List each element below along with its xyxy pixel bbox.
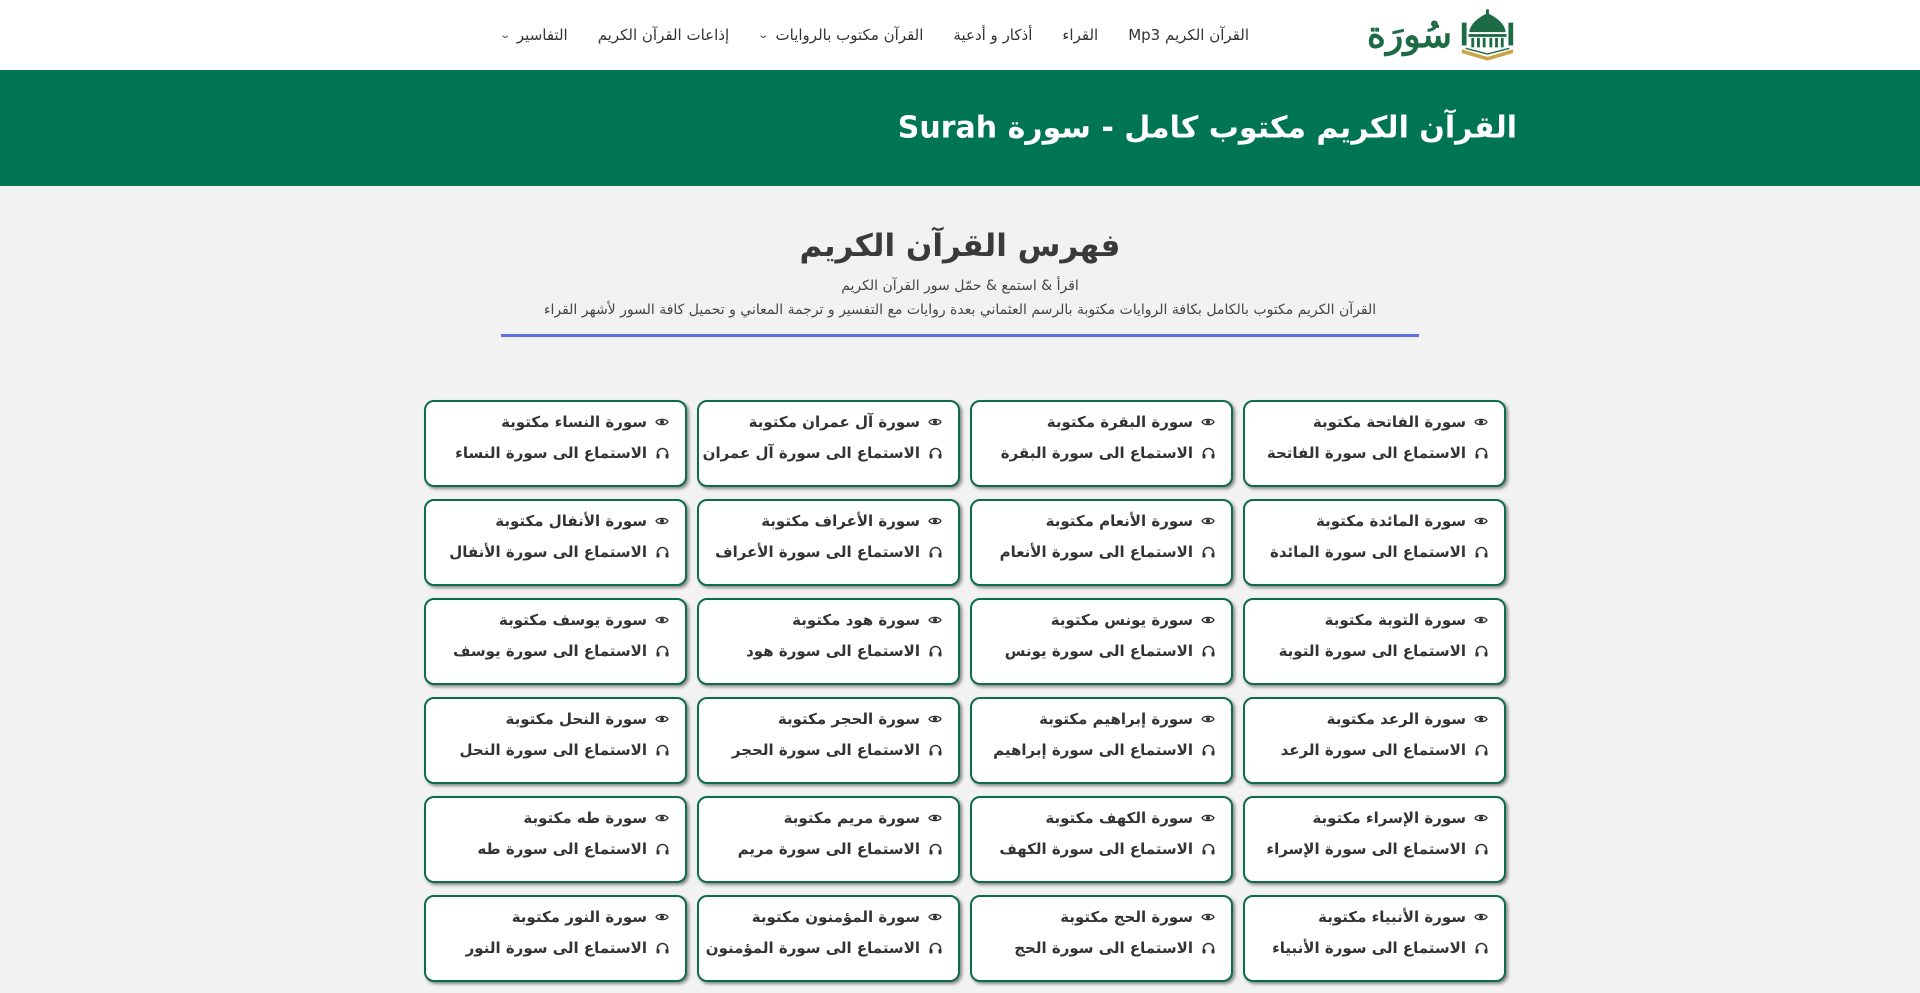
- listen-surah-label: الاستماع الى سورة الأنبياء: [1272, 939, 1466, 957]
- surah-card: [970, 598, 1233, 685]
- listen-surah-link[interactable]: [984, 741, 1215, 759]
- site-logo[interactable]: [1367, 2, 1517, 68]
- surah-card: [697, 499, 960, 586]
- headphones-icon: [928, 743, 942, 757]
- read-surah-link[interactable]: [438, 809, 669, 827]
- read-surah-label: سورة البقرة مكتوبة: [1046, 413, 1193, 431]
- headphones-icon: [655, 644, 669, 658]
- listen-surah-label: الاستماع الى سورة المؤمنون: [705, 939, 920, 957]
- eye-icon: [655, 712, 669, 726]
- listen-surah-label: الاستماع الى سورة طه: [477, 840, 647, 858]
- chevron-down-icon: ⌄: [757, 29, 770, 41]
- page-title: القرآن الكريم مكتوب كامل - سورة Surah: [897, 110, 1517, 146]
- eye-icon: [655, 514, 669, 528]
- eye-icon: [655, 415, 669, 429]
- listen-surah-label: الاستماع الى سورة النحل: [459, 741, 647, 759]
- surah-card: [424, 895, 687, 982]
- read-surah-link[interactable]: [1257, 611, 1488, 629]
- headphones-icon: [1474, 545, 1488, 559]
- logo-text: سُورَة: [1367, 14, 1453, 56]
- headphones-icon: [928, 842, 942, 856]
- surah-card: [1243, 895, 1506, 982]
- headphones-icon: [1201, 743, 1215, 757]
- headphones-icon: [1201, 842, 1215, 856]
- read-surah-label: سورة مريم مكتوبة: [783, 809, 920, 827]
- listen-surah-label: الاستماع الى سورة الأعراف: [715, 543, 920, 561]
- eye-icon: [1201, 712, 1215, 726]
- eye-icon: [655, 910, 669, 924]
- nav-item-label: إذاعات القرآن الكريم: [597, 26, 730, 44]
- divider: [501, 334, 1419, 337]
- headphones-icon: [928, 446, 942, 460]
- listen-surah-link[interactable]: [1257, 543, 1488, 561]
- read-surah-label: سورة الحجر مكتوبة: [777, 710, 920, 728]
- chevron-down-icon: ⌄: [498, 29, 511, 41]
- read-surah-label: سورة الكهف مكتوبة: [1045, 809, 1193, 827]
- listen-surah-link[interactable]: [438, 939, 669, 957]
- read-surah-link[interactable]: [984, 512, 1215, 530]
- listen-surah-link[interactable]: [702, 444, 942, 462]
- read-surah-link[interactable]: [438, 512, 669, 530]
- read-surah-label: سورة الحج مكتوبة: [1060, 908, 1193, 926]
- surah-card: [1243, 400, 1506, 487]
- read-surah-label: سورة طه مكتوبة: [523, 809, 647, 827]
- listen-surah-link[interactable]: [438, 642, 669, 660]
- listen-surah-link[interactable]: [711, 543, 942, 561]
- read-surah-link[interactable]: [711, 512, 942, 530]
- headphones-icon: [1474, 644, 1488, 658]
- surah-card: [1243, 796, 1506, 883]
- read-surah-label: سورة يوسف مكتوبة: [498, 611, 647, 629]
- read-surah-link[interactable]: [984, 413, 1215, 431]
- read-surah-label: سورة النساء مكتوبة: [501, 413, 647, 431]
- headphones-icon: [1474, 743, 1488, 757]
- read-surah-link[interactable]: [984, 809, 1215, 827]
- read-surah-link[interactable]: [711, 611, 942, 629]
- listen-surah-label: الاستماع الى سورة يونس: [1004, 642, 1193, 660]
- headphones-icon: [928, 644, 942, 658]
- eye-icon: [928, 712, 942, 726]
- read-surah-link[interactable]: [711, 413, 942, 431]
- navbar: [0, 0, 1920, 70]
- nav-item-label: القراء: [1062, 26, 1099, 44]
- headphones-icon: [1201, 644, 1215, 658]
- read-surah-label: سورة النور مكتوبة: [511, 908, 647, 926]
- read-surah-link[interactable]: [1257, 809, 1488, 827]
- headphones-icon: [655, 743, 669, 757]
- eye-icon: [1474, 712, 1488, 726]
- eye-icon: [1474, 514, 1488, 528]
- listen-surah-link[interactable]: [1257, 444, 1488, 462]
- surah-card: [424, 796, 687, 883]
- listen-surah-label: الاستماع الى سورة إبراهيم: [993, 741, 1193, 759]
- eye-icon: [1474, 811, 1488, 825]
- index-description: القرآن الكريم مكتوب بالكامل بكافة الروايات مكتوبة بالرسم العثماني بعدة روايات مع التفسير و ترجمة المعاني و تحميل كافة السور لأشهر القراء: [543, 302, 1377, 318]
- eye-icon: [1474, 910, 1488, 924]
- headphones-icon: [1201, 545, 1215, 559]
- headphones-icon: [1201, 446, 1215, 460]
- nav-item-quran-mp3[interactable]: [1128, 26, 1249, 44]
- listen-surah-link[interactable]: [705, 939, 942, 957]
- surah-card: [1243, 499, 1506, 586]
- listen-surah-label: الاستماع الى سورة النور: [465, 939, 647, 957]
- nav-item-label: أذكار و أدعية: [953, 26, 1033, 44]
- listen-surah-link[interactable]: [1257, 741, 1488, 759]
- headphones-icon: [655, 842, 669, 856]
- listen-surah-label: الاستماع الى سورة التوبة: [1278, 642, 1466, 660]
- eye-icon: [1201, 613, 1215, 627]
- listen-surah-label: الاستماع الى سورة مريم: [737, 840, 920, 858]
- headphones-icon: [655, 446, 669, 460]
- headphones-icon: [1474, 446, 1488, 460]
- listen-surah-label: الاستماع الى سورة المائدة: [1270, 543, 1466, 561]
- listen-surah-label: الاستماع الى سورة الكهف: [999, 840, 1193, 858]
- read-surah-label: سورة هود مكتوبة: [792, 611, 920, 629]
- read-surah-label: سورة الفاتحة مكتوبة: [1312, 413, 1466, 431]
- listen-surah-link[interactable]: [984, 840, 1215, 858]
- read-surah-link[interactable]: [1257, 413, 1488, 431]
- listen-surah-link[interactable]: [711, 741, 942, 759]
- read-surah-label: سورة النحل مكتوبة: [505, 710, 647, 728]
- listen-surah-link[interactable]: [711, 840, 942, 858]
- listen-surah-link[interactable]: [984, 444, 1215, 462]
- main-nav: [498, 26, 1250, 44]
- surah-card: [1243, 697, 1506, 784]
- headphones-icon: [1474, 842, 1488, 856]
- read-surah-label: سورة يونس مكتوبة: [1050, 611, 1193, 629]
- listen-surah-link[interactable]: [1257, 840, 1488, 858]
- read-surah-link[interactable]: [711, 809, 942, 827]
- read-surah-label: سورة الأنعام مكتوبة: [1045, 512, 1193, 530]
- surah-card: [424, 598, 687, 685]
- eye-icon: [1474, 415, 1488, 429]
- surah-card: [697, 697, 960, 784]
- navbar-inner: [498, 0, 1518, 70]
- surah-card: [424, 499, 687, 586]
- nav-item-radio[interactable]: [598, 26, 729, 44]
- headphones-icon: [928, 941, 942, 955]
- eye-icon: [655, 811, 669, 825]
- eye-icon: [928, 514, 942, 528]
- surah-card: [970, 796, 1233, 883]
- eye-icon: [1201, 811, 1215, 825]
- nav-item-label: القرآن الكريم Mp3: [1128, 26, 1249, 44]
- read-surah-link[interactable]: [438, 908, 669, 926]
- listen-surah-label: الاستماع الى سورة هود: [746, 642, 920, 660]
- headphones-icon: [1474, 941, 1488, 955]
- read-surah-label: سورة الأعراف مكتوبة: [761, 512, 920, 530]
- listen-surah-link[interactable]: [711, 642, 942, 660]
- listen-surah-label: الاستماع الى سورة الحجر: [731, 741, 920, 759]
- listen-surah-label: الاستماع الى سورة الرعد: [1280, 741, 1466, 759]
- eye-icon: [928, 910, 942, 924]
- eye-icon: [1201, 514, 1215, 528]
- surah-card: [1243, 598, 1506, 685]
- headphones-icon: [1201, 941, 1215, 955]
- listen-surah-label: الاستماع الى سورة الأنعام: [999, 543, 1193, 561]
- headphones-icon: [928, 545, 942, 559]
- listen-surah-label: الاستماع الى سورة يوسف: [452, 642, 647, 660]
- read-surah-label: سورة التوبة مكتوبة: [1324, 611, 1466, 629]
- nav-item-quran-riwayat[interactable]: [759, 26, 923, 44]
- read-surah-label: سورة آل عمران مكتوبة: [748, 413, 920, 431]
- eye-icon: [1474, 613, 1488, 627]
- nav-item-adhkar[interactable]: [953, 26, 1032, 44]
- listen-surah-label: الاستماع الى سورة الإسراء: [1266, 840, 1466, 858]
- read-surah-label: سورة الأنبياء مكتوبة: [1318, 908, 1466, 926]
- eye-icon: [1201, 910, 1215, 924]
- read-surah-link[interactable]: [438, 413, 669, 431]
- nav-item-tafasir[interactable]: [498, 26, 568, 44]
- read-surah-link[interactable]: [438, 611, 669, 629]
- surah-card: [697, 598, 960, 685]
- index-subtitle: اقرأ & استمع & حمّل سور القرآن الكريم: [841, 278, 1079, 294]
- surah-card: [697, 796, 960, 883]
- hero-banner: [0, 70, 1920, 186]
- read-surah-label: سورة إبراهيم مكتوبة: [1039, 710, 1193, 728]
- read-surah-label: سورة المائدة مكتوبة: [1316, 512, 1466, 530]
- headphones-icon: [655, 545, 669, 559]
- read-surah-link[interactable]: [711, 908, 942, 926]
- read-surah-link[interactable]: [984, 611, 1215, 629]
- listen-surah-label: الاستماع الى سورة البقرة: [1000, 444, 1193, 462]
- listen-surah-link[interactable]: [1257, 642, 1488, 660]
- listen-surah-link[interactable]: [984, 642, 1215, 660]
- read-surah-link[interactable]: [711, 710, 942, 728]
- index-title: فهرس القرآن الكريم: [799, 228, 1121, 264]
- surah-card: [970, 400, 1233, 487]
- read-surah-label: سورة الرعد مكتوبة: [1326, 710, 1466, 728]
- listen-surah-link[interactable]: [438, 741, 669, 759]
- eye-icon: [655, 613, 669, 627]
- nav-item-label: التفاسير: [516, 26, 568, 44]
- eye-icon: [928, 415, 942, 429]
- surah-card: [970, 499, 1233, 586]
- eye-icon: [928, 811, 942, 825]
- surah-card: [424, 697, 687, 784]
- index-header: [0, 186, 1920, 337]
- listen-surah-link[interactable]: [984, 939, 1215, 957]
- surah-card: [697, 400, 960, 487]
- read-surah-link[interactable]: [984, 710, 1215, 728]
- nav-item-label: القرآن مكتوب بالروايات: [775, 26, 924, 44]
- nav-item-reciters[interactable]: [1062, 26, 1098, 44]
- listen-surah-label: الاستماع الى سورة النساء: [455, 444, 647, 462]
- read-surah-label: سورة الإسراء مكتوبة: [1312, 809, 1466, 827]
- read-surah-link[interactable]: [1257, 512, 1488, 530]
- listen-surah-link[interactable]: [438, 543, 669, 561]
- surah-grid: [414, 400, 1506, 982]
- listen-surah-label: الاستماع الى سورة آل عمران: [702, 444, 920, 462]
- read-surah-label: سورة المؤمنون مكتوبة: [751, 908, 920, 926]
- eye-icon: [1201, 415, 1215, 429]
- read-surah-link[interactable]: [1257, 710, 1488, 728]
- read-surah-label: سورة الأنفال مكتوبة: [495, 512, 647, 530]
- read-surah-link[interactable]: [984, 908, 1215, 926]
- listen-surah-label: الاستماع الى سورة الحج: [1014, 939, 1193, 957]
- listen-surah-label: الاستماع الى سورة الفاتحة: [1266, 444, 1466, 462]
- listen-surah-link[interactable]: [438, 444, 669, 462]
- listen-surah-label: الاستماع الى سورة الأنفال: [449, 543, 647, 561]
- read-surah-link[interactable]: [1257, 908, 1488, 926]
- surah-card: [424, 400, 687, 487]
- listen-surah-link[interactable]: [1257, 939, 1488, 957]
- listen-surah-link[interactable]: [438, 840, 669, 858]
- eye-icon: [928, 613, 942, 627]
- surah-card: [970, 895, 1233, 982]
- headphones-icon: [655, 941, 669, 955]
- read-surah-link[interactable]: [438, 710, 669, 728]
- mosque-book-icon: [1458, 8, 1517, 62]
- surah-card: [697, 895, 960, 982]
- listen-surah-link[interactable]: [984, 543, 1215, 561]
- surah-card: [970, 697, 1233, 784]
